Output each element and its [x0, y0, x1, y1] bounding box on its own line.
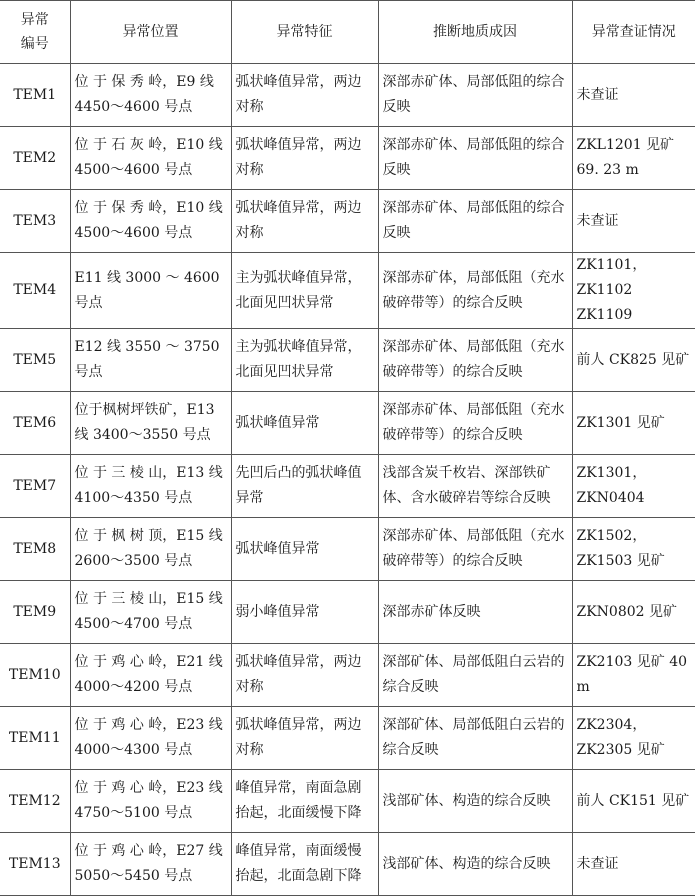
table-row: [0, 455, 695, 518]
table-row: [0, 392, 695, 455]
anomaly-id-cell: TEM4: [0, 253, 70, 329]
table-row: [0, 190, 695, 253]
location-cell: 位 于 石 灰 岭，E10 线 4500～4600 号点: [70, 127, 231, 190]
geologic-cause-cell: 深部赤矿体、局部低阻（充水破碎带等）的综合反映: [378, 518, 572, 581]
geologic-cause-cell: 深部赤矿体、局部低阻的综合反映: [378, 127, 572, 190]
verification-cell: ZKL1201 见矿 69. 23 m: [572, 127, 695, 190]
anomaly-id-cell: TEM7: [0, 455, 70, 518]
geologic-cause-cell: 深部赤矿体，局部低阻（充水破碎带等）的综合反映: [378, 253, 572, 329]
location-cell: 位 于 三 棱 山，E13 线 4100～4350 号点: [70, 455, 231, 518]
table-row: [0, 644, 695, 707]
table-row: [0, 581, 695, 644]
header-anomaly-id-text: 异常 编号: [20, 12, 49, 52]
anomaly-id-cell: TEM2: [0, 127, 70, 190]
feature-cell: 弧状峰值异常: [231, 518, 378, 581]
table-row: [0, 770, 695, 833]
feature-cell: 峰值异常，南面急剧抬起，北面缓慢下降: [231, 770, 378, 833]
verification-cell: ZK2304，ZK2305 见矿: [572, 707, 695, 770]
verification-cell: ZK1301 见矿: [572, 392, 695, 455]
feature-cell: 主为弧状峰值异常，北面见凹状异常: [231, 253, 378, 329]
feature-cell: 弧状峰值异常，两边对称: [231, 644, 378, 707]
verification-cell: 未查证: [572, 190, 695, 253]
header-feature: [231, 1, 378, 64]
feature-cell: 弧状峰值异常，两边对称: [231, 190, 378, 253]
verification-cell: ZK1101，ZK1102 ZK1109: [572, 253, 695, 329]
feature-cell: 弱小峰值异常: [231, 581, 378, 644]
anomaly-id-cell: TEM10: [0, 644, 70, 707]
anomaly-id-cell: TEM5: [0, 329, 70, 392]
location-cell: E11 线 3000 ～ 4600 号点: [70, 253, 231, 329]
verification-cell: ZK1301， ZKN0404: [572, 455, 695, 518]
table-row: [0, 707, 695, 770]
location-cell: E12 线 3550 ～ 3750 号点: [70, 329, 231, 392]
table-row: [0, 329, 695, 392]
location-cell: 位 于 鸡 心 岭，E23 线 4000～4300 号点: [70, 707, 231, 770]
anomaly-id-cell: TEM3: [0, 190, 70, 253]
anomaly-id-cell: TEM9: [0, 581, 70, 644]
geologic-cause-cell: 深部赤矿体反映: [378, 581, 572, 644]
table-row: [0, 64, 695, 127]
verification-cell: 前人 CK825 见矿: [572, 329, 695, 392]
location-cell: 位 于 保 秀 岭，E9 线 4450～4600 号点: [70, 64, 231, 127]
feature-cell: 主为弧状峰值异常，北面见凹状异常: [231, 329, 378, 392]
geologic-cause-cell: 深部赤矿体、局部低阻的综合反映: [378, 64, 572, 127]
header-feature-text: 异常特征: [276, 23, 333, 40]
table-body: [0, 64, 695, 896]
table-row: [0, 518, 695, 581]
location-cell: 位 于 保 秀 岭，E10 线 4500～4600 号点: [70, 190, 231, 253]
location-cell: 位 于 鸡 心 岭，E27 线 5050～5450 号点: [70, 833, 231, 896]
location-cell: 位 于 三 棱 山，E15 线 4500～4700 号点: [70, 581, 231, 644]
feature-cell: 弧状峰值异常，两边对称: [231, 127, 378, 190]
header-location: [70, 1, 231, 64]
anomaly-id-cell: TEM8: [0, 518, 70, 581]
geologic-cause-cell: 浅部矿体、构造的综合反映: [378, 833, 572, 896]
feature-cell: 弧状峰值异常，两边对称: [231, 707, 378, 770]
geologic-cause-cell: 深部赤矿体、局部低阻的综合反映: [378, 190, 572, 253]
anomaly-id-cell: TEM12: [0, 770, 70, 833]
header-location-text: 异常位置: [122, 23, 179, 40]
geologic-cause-cell: 深部矿体、局部低阻白云岩的综合反映: [378, 644, 572, 707]
verification-cell: 未查证: [572, 64, 695, 127]
geologic-cause-cell: 浅部矿体、构造的综合反映: [378, 770, 572, 833]
anomaly-id-cell: TEM1: [0, 64, 70, 127]
geologic-cause-cell: 深部赤矿体、局部低阻（充水破碎带等）的综合反映: [378, 392, 572, 455]
verification-cell: ZK1502，ZK1503 见矿: [572, 518, 695, 581]
feature-cell: 弧状峰值异常，两边对称: [231, 64, 378, 127]
location-cell: 位 于 鸡 心 岭，E21 线 4000～4200 号点: [70, 644, 231, 707]
header-verification-text: 异常查证情况: [591, 23, 676, 40]
anomaly-id-cell: TEM13: [0, 833, 70, 896]
geologic-cause-cell: 深部赤矿体、局部低阻（充水破碎带等）的综合反映: [378, 329, 572, 392]
table-row: [0, 127, 695, 190]
verification-cell: ZKN0802 见矿: [572, 581, 695, 644]
header-geologic-cause-text: 推断地质成因: [433, 23, 517, 40]
verification-cell: 前人 CK151 见矿: [572, 770, 695, 833]
anomaly-id-cell: TEM6: [0, 392, 70, 455]
header-verification: [572, 1, 695, 64]
header-geologic-cause: [378, 1, 572, 64]
table-row: [0, 833, 695, 896]
feature-cell: 弧状峰值异常: [231, 392, 378, 455]
feature-cell: 峰值异常，南面缓慢抬起，北面急剧下降: [231, 833, 378, 896]
feature-cell: 先凹后凸的弧状峰值异常: [231, 455, 378, 518]
anomaly-id-cell: TEM11: [0, 707, 70, 770]
geologic-cause-cell: 深部矿体、局部低阻白云岩的综合反映: [378, 707, 572, 770]
table-row: [0, 253, 695, 329]
verification-cell: 未查证: [572, 833, 695, 896]
header-anomaly-id: [0, 1, 70, 64]
header-row: [0, 1, 695, 64]
verification-cell: ZK2103 见矿 40 m: [572, 644, 695, 707]
location-cell: 位于枫树坪铁矿，E13 线 3400～3550 号点: [70, 392, 231, 455]
geologic-cause-cell: 浅部含炭千枚岩、深部铁矿体、含水破碎岩等综合反映: [378, 455, 572, 518]
location-cell: 位 于 鸡 心 岭，E23 线 4750～5100 号点: [70, 770, 231, 833]
location-cell: 位 于 枫 树 顶，E15 线 2600～3500 号点: [70, 518, 231, 581]
